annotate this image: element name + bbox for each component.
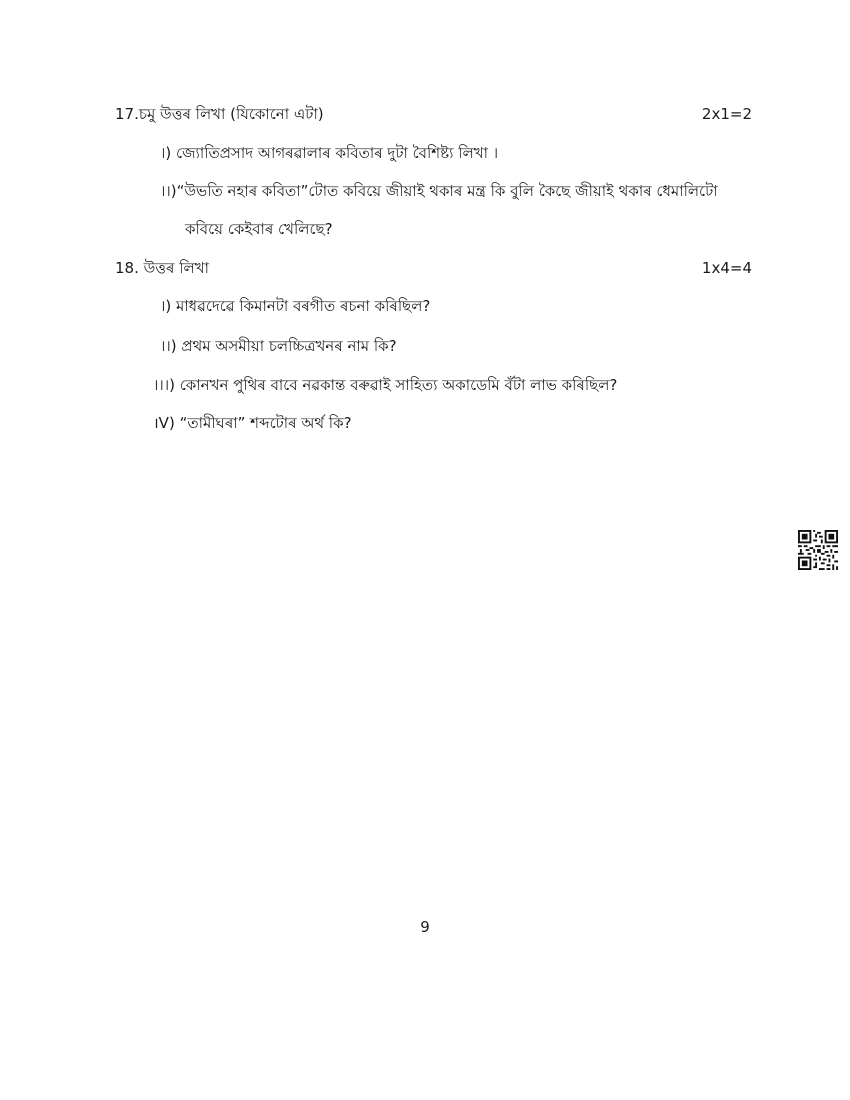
q17-heading: 17.চমু উত্তৰ লিখা (যিকোনো এটা) [115,105,324,123]
q17-item-1: ।) জ্যোতিপ্ৰসাদ আগৰৱালাৰ কবিতাৰ দুটা বৈশিষ্ট্য লিখা । [160,144,499,162]
q18-marks: 1x4=4 [701,259,752,277]
qr-code-icon [798,530,838,570]
q18-item-4: ।V) “তামীঘৰা” শব্দটোৰ অৰ্থ কি? [153,414,352,432]
q18-item-2: ।।) প্ৰথম অসমীয়া চলচ্চিত্ৰখনৰ নাম কি? [160,337,397,355]
q17-item-2: ।।)“উভতি নহাৰ কবিতা”টোত কবিয়ে জীয়াই থকাৰ মন্ত্ৰ কি বুলি কৈছে জীয়াই থকাৰ ধেমালিটো [160,182,718,200]
q18-item-3: ।।।) কোনখন পুথিৰ বাবে নৱকান্ত বৰুৱাই সাহিত্য অকাডেমি বঁটা লাভ কৰিছিল? [153,376,618,394]
q18-item-1: ।) মাধৱদেৱে কিমানটা বৰগীত ৰচনা কৰিছিল? [160,297,431,315]
q18-heading: 18. উত্তৰ লিখা [115,259,209,277]
page-number: 9 [420,918,430,936]
q17-item-2-continuation: কবিয়ে কেইবাৰ খেলিছে? [185,220,333,238]
q17-marks: 2x1=2 [701,105,752,123]
